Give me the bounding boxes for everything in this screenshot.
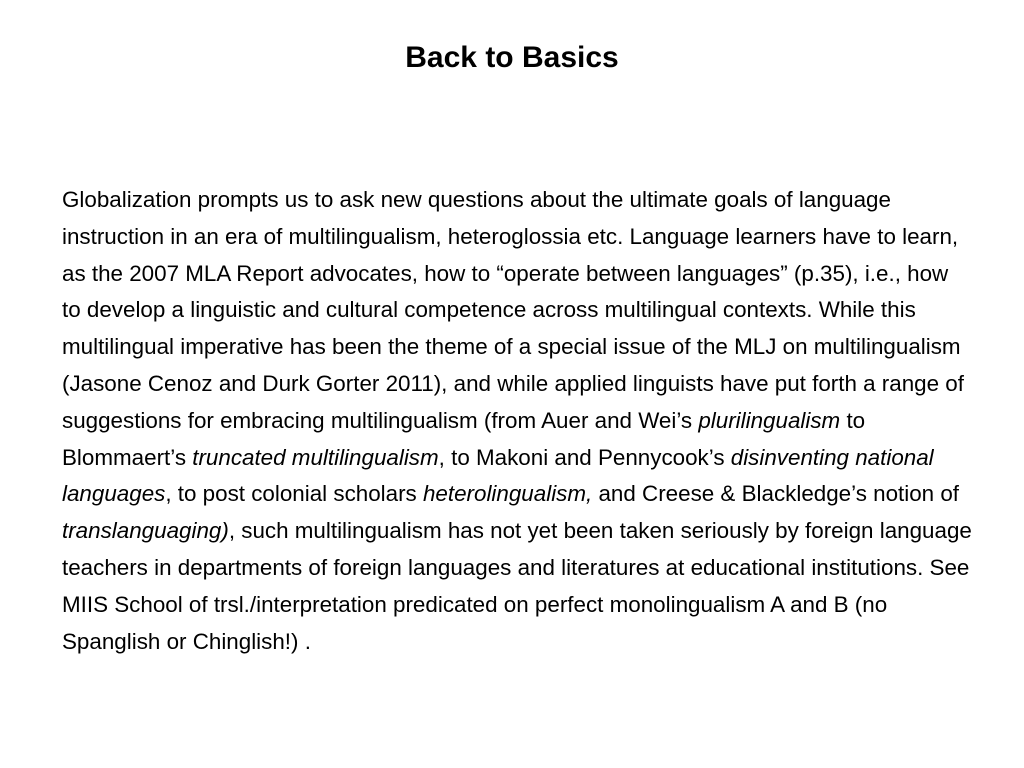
italic-term-heterolingualism: heterolingualism,	[422, 481, 593, 507]
italic-term-translanguaging: translanguaging)	[62, 518, 229, 544]
italic-term-disinventing-national-languages: disinventing national languages	[62, 444, 934, 507]
text-run: Globalization prompts us to ask new questions about the ultimate goals of language instruction in an era of multilingualism, heteroglossia etc. Language learners have to learn, as the 2007 MLA Report advocates, how to “operate between languages” (p.35), i.e., how to develop a linguistic and cultural competence across multilingual contexts. While this multilingual imperative has been the theme of a special issue of the MLJ on multilingualism (Jasone Cenoz and Durk Gorter 2011), and while applied linguists have put forth a range of suggestions for embracing multilingualism (from Auer and Wei’s	[62, 187, 964, 433]
body-paragraph	[62, 182, 972, 660]
italic-term-plurilingualism: plurilingualism	[698, 407, 841, 433]
slide-title: Back to Basics	[405, 41, 619, 74]
text-run: to Blommaert’s	[62, 407, 866, 470]
text-run: , to Makoni and Pennycook’s	[438, 444, 731, 470]
text-run: and Creese & Blackledge’s notion of	[592, 481, 960, 507]
text-run: , to post colonial scholars	[165, 481, 423, 507]
italic-term-truncated-multilingualism: truncated multilingualism	[192, 444, 439, 470]
text-run: , such multilingualism has not yet been taken seriously by foreign language teachers in departments of foreign languages and literatures at educational institutions. See MIIS School of trsl./interpretation predicated on perfect monolingualism A and B (no Spanglish or Chinglish!) .	[62, 518, 972, 654]
